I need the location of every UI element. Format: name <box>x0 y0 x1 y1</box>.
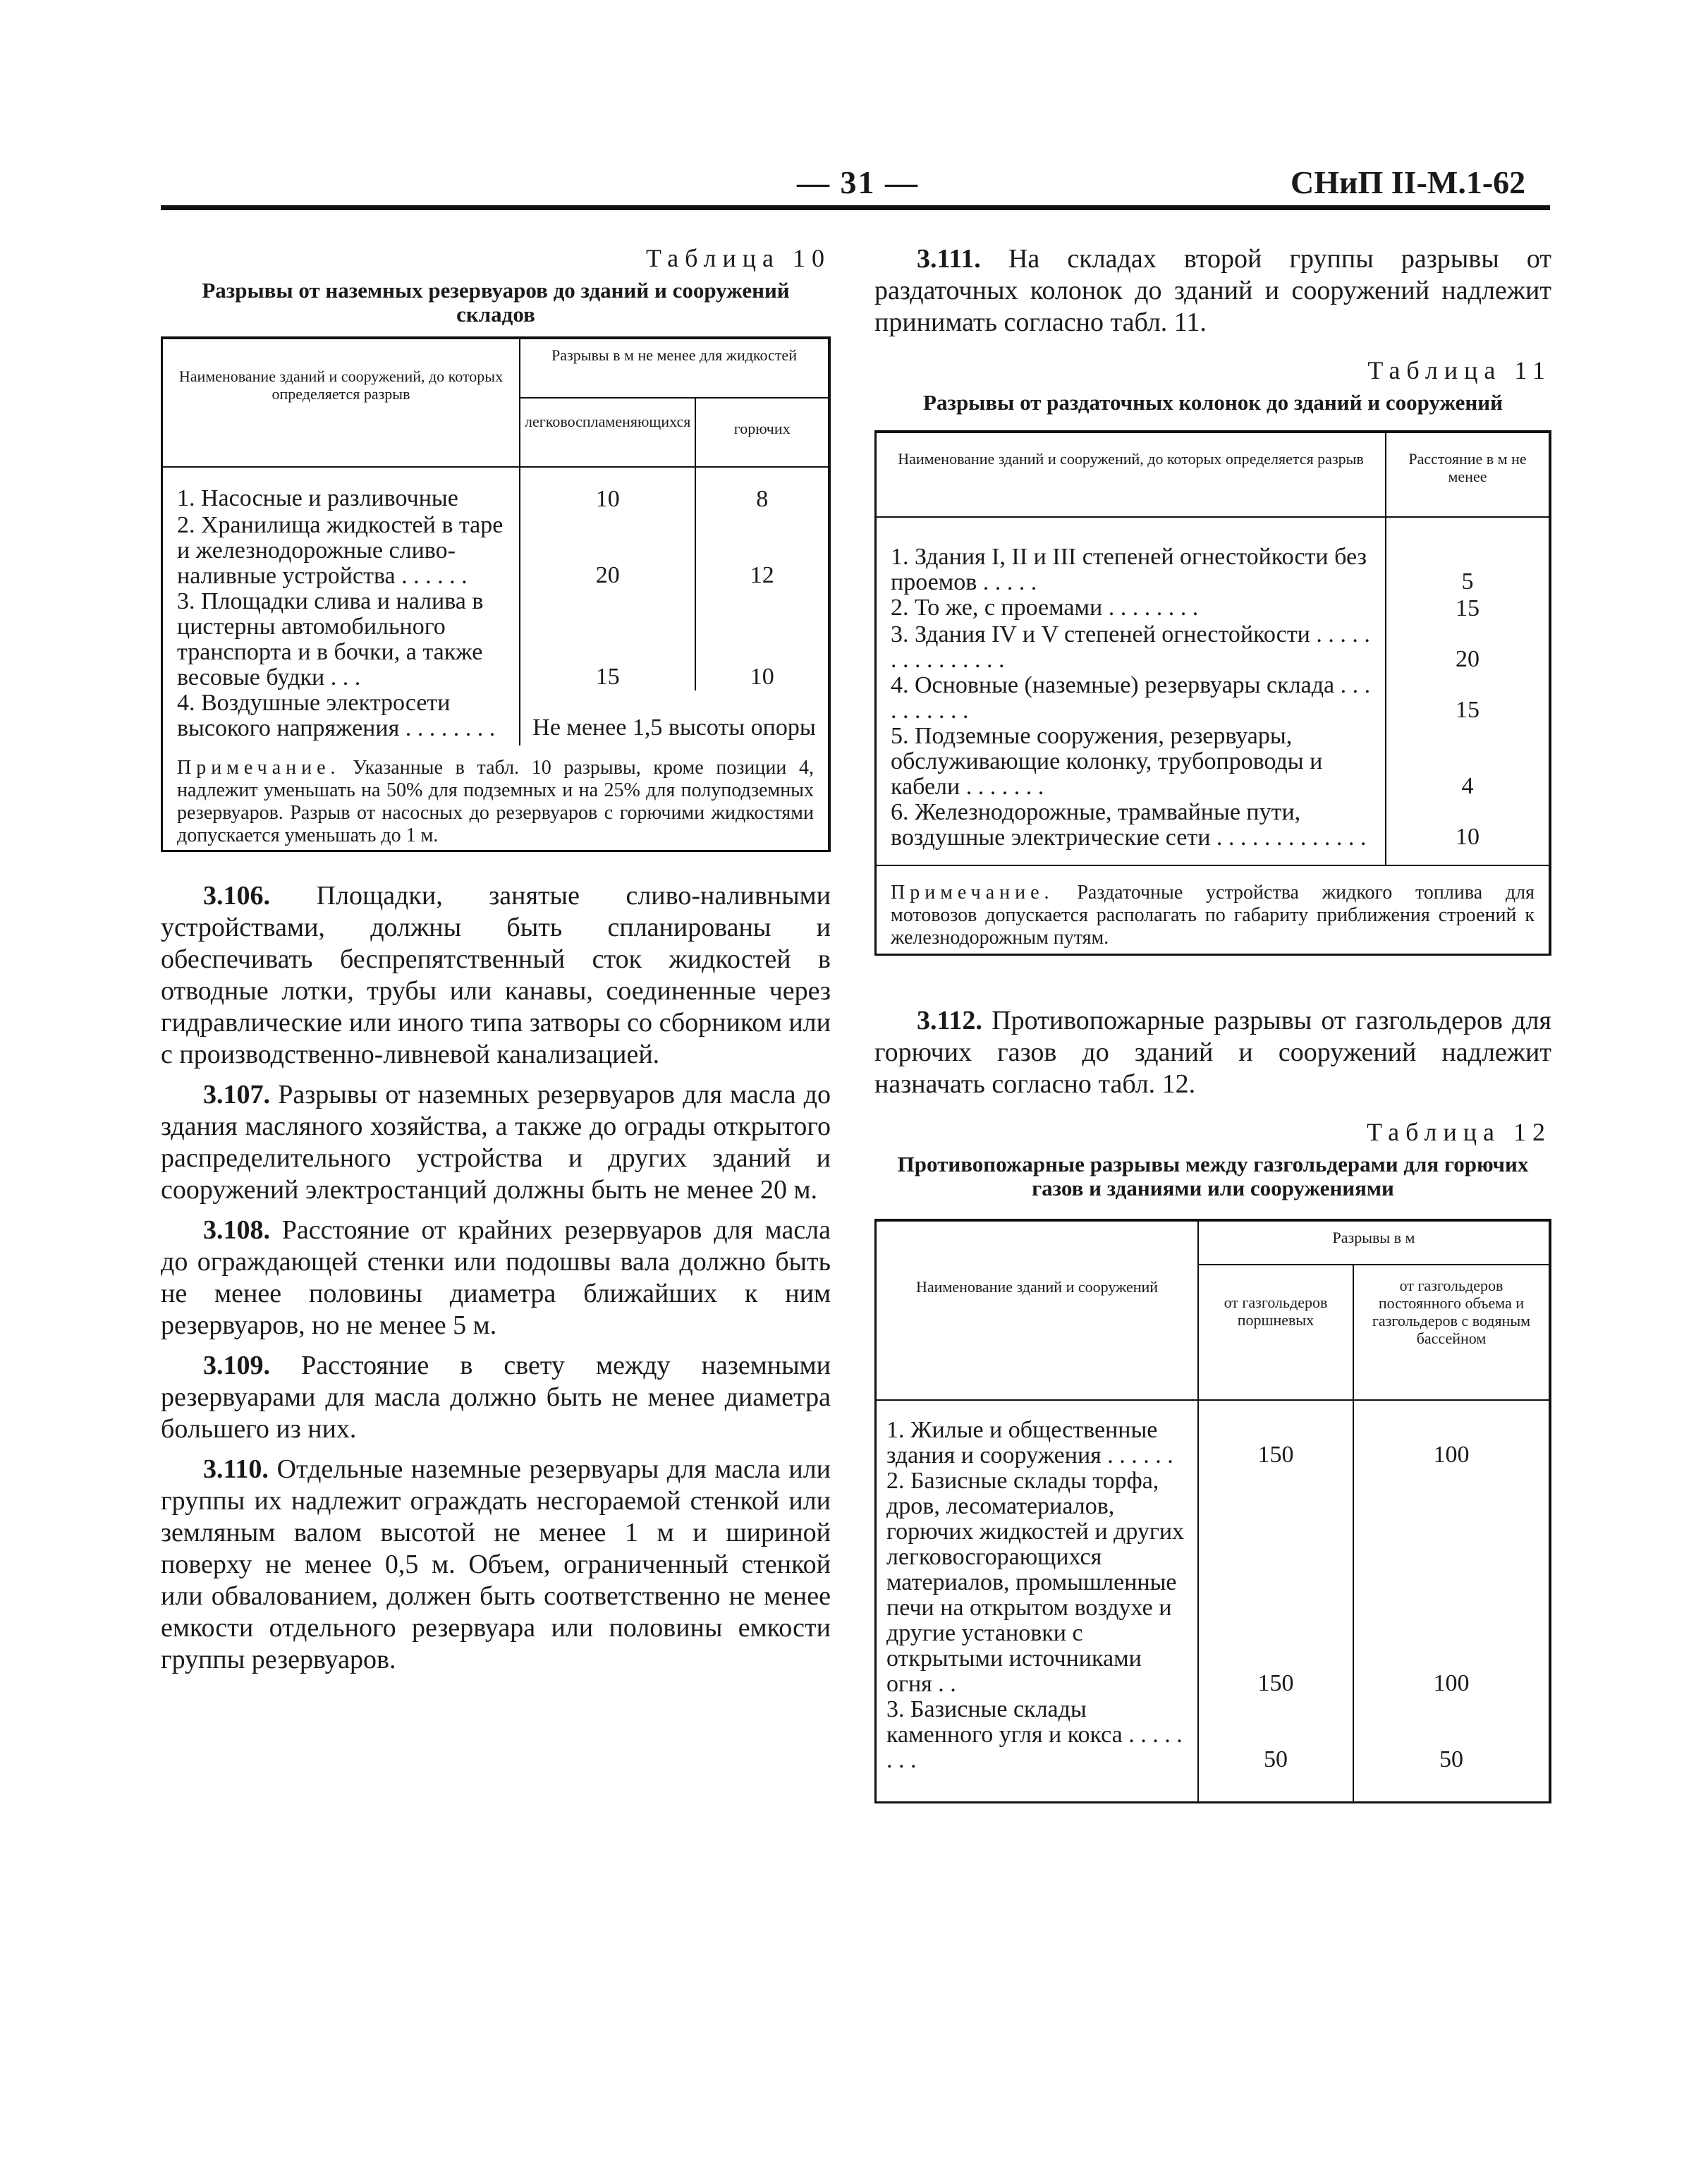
table11-header-distance: Расстояние в м не менее <box>1386 433 1549 517</box>
table-row <box>877 1697 1549 1801</box>
table11-row3-text: 3. Здания IV и V степеней огнестойкости . . . . . . . . . . . . . . . <box>877 622 1386 673</box>
table10-note <box>163 746 828 850</box>
table11-header-name: Наименование зданий и сооружений, до которых определяется разрыв <box>877 433 1386 517</box>
table10-row1-text: 1. Насосные и разливочные <box>163 467 520 513</box>
table12-caption: Таблица 12 <box>1367 1118 1551 1146</box>
table10-caption: Таблица 10 <box>646 244 831 272</box>
table-row <box>877 595 1549 622</box>
table11-row2-text: 2. То же, с проемами . . . . . . . . <box>877 595 1386 622</box>
header-rule <box>161 205 1550 210</box>
paragraph-number: 3.107. <box>203 1080 270 1109</box>
table10-note-text: Указанные в табл. 10 разрывы, кроме позиции 4, надлежит уменьшать на 50% для подземных и на 25% для полуподземных резервуаров. Разрыв от насосных до резервуаров с горючими жидкостями допускается уменьшать до 1 м. <box>177 757 814 846</box>
table10-row3-text: 3. Площадки слива и налива в цистерны автомобильного транспорта и в бочки, а также весовые будки . . . <box>163 589 520 690</box>
table12 <box>874 1219 1551 1803</box>
table12-header-name: Наименование зданий и сооружений <box>877 1222 1198 1400</box>
table11-row3-value: 20 <box>1456 646 1480 672</box>
table12-row2-text: 2. Базисные склады торфа, дров, лесоматериалов, горючих жидкостей и других легковосгорающихся материалов, промышленные печи на открытом воздухе и другие установки с открытыми источниками огня . . <box>877 1468 1198 1697</box>
table10-header-col-a: легковоспламеняющихся <box>520 398 695 467</box>
paragraph-text: Расстояние от крайних резервуаров для масла до ограждающей стенки или подошвы вала должно быть не менее половины диаметра ближайших к ним резервуаров, но не менее 5 м. <box>161 1215 831 1340</box>
paragraph-number: 3.108. <box>203 1215 270 1245</box>
paragraph-number: 3.110. <box>203 1454 269 1484</box>
table10-row2-text: 2. Хранилища жидкостей в таре и железнодорожные сливо-наливные устройства . . . . . . <box>163 513 520 589</box>
table11-row2-value: 15 <box>1456 595 1480 621</box>
table-row <box>877 724 1549 800</box>
table11-row4-text: 4. Основные (наземные) резервуары склада . . . . . . . . . . <box>877 673 1386 724</box>
paragraph-number: 3.112. <box>917 1006 982 1035</box>
paragraph-text: Расстояние в свету между наземными резервуарами для масла должно быть не менее диаметра большего из них. <box>161 1351 831 1444</box>
table10-header-col-b: горючих <box>695 398 828 467</box>
table12-grid <box>877 1222 1549 1801</box>
table11-note-text: Раздаточные устройства жидкого топлива для мотовозов допускается располагать по габариту приближения строений к железнодорожным путям. <box>891 882 1535 949</box>
table12-row3-text: 3. Базисные склады каменного угля и кокса . . . . . . . . <box>877 1697 1198 1801</box>
table10-row2-a: 20 <box>520 513 695 589</box>
table-row <box>877 673 1549 724</box>
paragraph-number: 3.109. <box>203 1351 270 1380</box>
paragraph-3-112 <box>874 1005 1551 1100</box>
paragraph-3-110 <box>161 1454 831 1676</box>
table12-row3-b: 50 <box>1439 1746 1463 1772</box>
table-row <box>877 800 1549 865</box>
paragraph-number: 3.106. <box>203 881 270 911</box>
table11-note <box>877 865 1549 954</box>
paragraph-3-106 <box>161 880 831 1071</box>
table10-row3-b: 10 <box>750 664 774 690</box>
table12-row3-a: 50 <box>1198 1697 1353 1801</box>
table10 <box>161 336 831 852</box>
table10-row1-a: 10 <box>520 467 695 513</box>
paragraph-text: Площадки, занятые сливо-наливными устройствами, должны быть спланированы и обеспечивать беспрепятственный сток жидкостей в отводные лотки, трубы или канавы, соединенные через гидравлические или иного типа затворы со сборником или с производственно-ливневой канализацией. <box>161 881 831 1069</box>
paragraph-number: 3.111. <box>917 244 981 274</box>
table-row <box>163 589 828 690</box>
page-number: — 31 — <box>797 164 919 200</box>
table-row <box>877 622 1549 673</box>
table-row <box>163 690 828 746</box>
table11 <box>874 430 1551 956</box>
table11-caption: Таблица 11 <box>1367 356 1551 384</box>
table10-row1-b: 8 <box>756 486 769 512</box>
table12-row1-text: 1. Жилые и общественные здания и сооружения . . . . . . <box>877 1400 1198 1468</box>
table12-row1-a: 150 <box>1198 1400 1353 1468</box>
right-column <box>874 243 1551 1803</box>
table11-note-label: Примечание. <box>891 882 1054 903</box>
table11-title: Разрывы от раздаточных колонок до зданий и сооружений <box>923 390 1503 415</box>
table11-row6-text: 6. Железнодорожные, трамвайные пути, воздушные электрические сети . . . . . . . . . . . . . <box>877 800 1386 865</box>
left-column <box>161 243 831 1676</box>
table10-header-name: Наименование зданий и сооружений, до которых определяется разрыв <box>163 339 520 467</box>
table11-row5-text: 5. Подземные сооружения, резервуары, обслуживающие колонку, трубопроводы и кабели . . . . . . . <box>877 724 1386 800</box>
table11-row1-value: 5 <box>1461 568 1474 595</box>
table10-row4-merged: Не менее 1,5 высоты опоры <box>532 714 816 741</box>
table12-row1-b: 100 <box>1433 1442 1470 1468</box>
table-row <box>163 513 828 589</box>
table12-row2-b: 100 <box>1433 1670 1470 1696</box>
table11-row4-value: 15 <box>1456 697 1480 723</box>
paragraph-3-109 <box>161 1350 831 1445</box>
table-row <box>163 467 828 513</box>
paragraph-3-107 <box>161 1079 831 1206</box>
table-row <box>877 1468 1549 1697</box>
table10-header-group: Разрывы в м не менее для жидкостей <box>520 339 828 398</box>
table10-title: Разрывы от наземных резервуаров до зданий и сооружений складов <box>202 278 790 327</box>
table11-row1-text: 1. Здания I, II и III степеней огнестойкости без проемов . . . . . <box>877 517 1386 595</box>
table11-row5-value: 4 <box>1461 773 1474 799</box>
table10-note-label: Примечание. <box>177 757 341 779</box>
paragraph-text: Разрывы от наземных резервуаров для масла до здания масляного хозяйства, а также до ограды открытого распределительного устройства и других зданий и сооружений электростанций должны быть не менее 20 м. <box>161 1080 831 1205</box>
document-code: СНиП II-М.1-62 <box>1291 164 1526 200</box>
table12-row2-a: 150 <box>1198 1468 1353 1697</box>
table11-row6-value: 10 <box>1456 824 1480 850</box>
table10-row3-a: 15 <box>520 589 695 690</box>
table12-header-col-b: от газгольдеров постоянного объема и газгольдеров с водяным бассейном <box>1353 1265 1549 1400</box>
paragraph-3-108 <box>161 1215 831 1341</box>
table10-row2-b: 12 <box>750 562 774 588</box>
paragraph-3-111 <box>874 243 1551 339</box>
paragraph-text: На складах второй группы разрывы от раздаточных колонок до зданий и сооружений надлежит принимать согласно табл. 11. <box>874 244 1551 337</box>
table10-row4-text: 4. Воздушные электросети высокого напряжения . . . . . . . . <box>163 690 520 746</box>
paragraph-text: Отдельные наземные резервуары для масла или группы их надлежит ограждать несгораемой стенкой или земляным валом высотой не менее 1 м и шириной поверху не менее 0,5 м. Объем, ограниченный стенкой или обвалованием, должен быть соответственно не менее емкости отдельного резервуара или половины емкости группы резервуаров. <box>161 1454 831 1674</box>
table11-grid <box>877 433 1549 865</box>
table-row <box>877 517 1549 595</box>
table10-grid <box>163 339 828 746</box>
table12-header-col-a: от газгольдеров поршневых <box>1198 1265 1353 1400</box>
table-row <box>877 1400 1549 1468</box>
paragraph-text: Противопожарные разрывы от газгольдеров для горючих газов до зданий и сооружений надлежит назначать согласно табл. 12. <box>874 1006 1551 1099</box>
table12-title: Противопожарные разрывы между газгольдерами для горючих газов и зданиями или сооружениями <box>897 1152 1529 1200</box>
table12-header-group: Разрывы в м <box>1198 1222 1549 1265</box>
